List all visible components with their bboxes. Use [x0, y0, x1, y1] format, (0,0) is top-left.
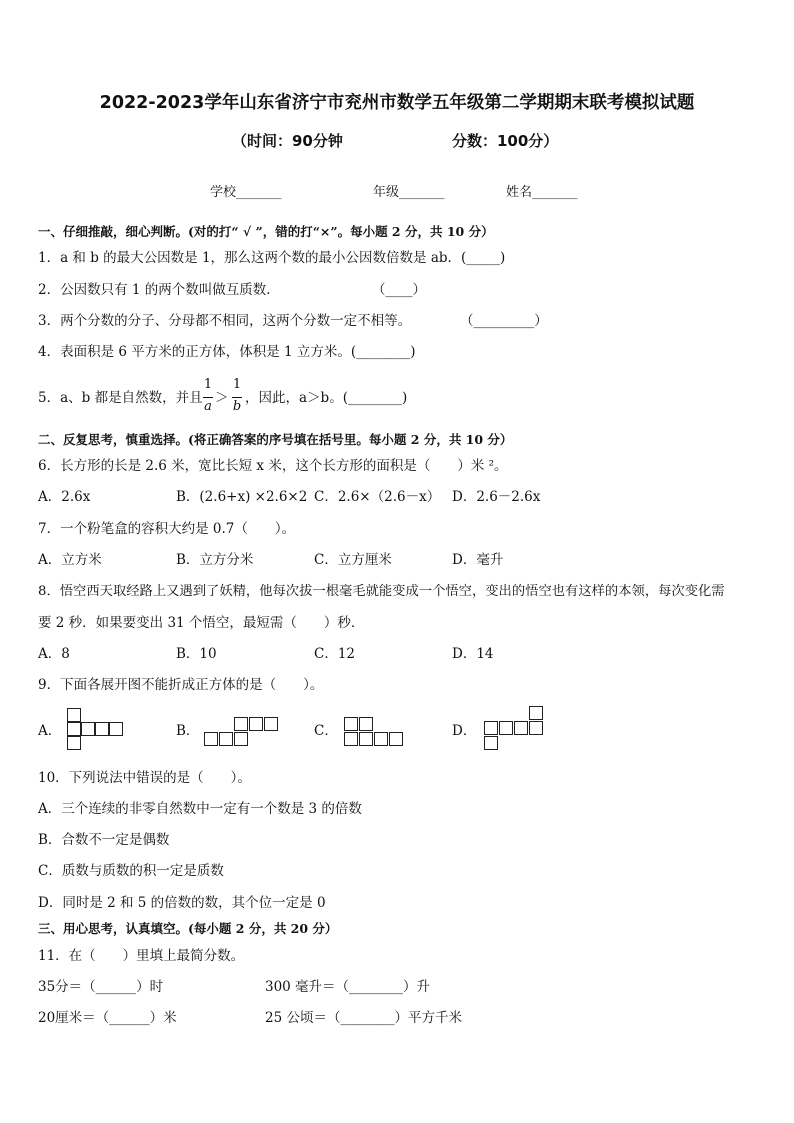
question-7: 7．一个粉笔盒的容积大约是 0.7（ ）。	[38, 521, 296, 537]
q9-option-b: B．	[176, 723, 200, 739]
q7-option-b: B．立方分米	[176, 552, 254, 568]
question-4: 4．表面积是 6 平方米的正方体，体积是 1 立方米。(________)	[38, 344, 416, 360]
q5-frac1-numerator: 1	[203, 377, 213, 392]
q6-option-c: C．2.6×（2.6－x）	[314, 489, 441, 505]
q10-option-d: D．同时是 2 和 5 的倍数的数，其个位一定是 0	[38, 895, 326, 911]
q5-greater-than: ＞	[215, 390, 229, 406]
school-field: 学校_______	[210, 185, 282, 200]
q11-item-4: 25 公顷＝（________）平方千米	[265, 1010, 462, 1026]
section1-heading: 一、仔细推敲，细心判断。(对的打“ √ ”，错的打“×”。每小题 2 分，共 10 分）	[38, 224, 494, 239]
question-8-line2: 要 2 秒．如果要变出 31 个悟空，最短需（ ）秒．	[38, 615, 365, 631]
q9-option-a: A．	[38, 723, 62, 739]
question-2-blank: （____）	[372, 282, 426, 298]
q8-option-b: B．10	[176, 646, 217, 662]
question-5-suffix: ，因此，a＞b。(________)	[245, 390, 408, 406]
question-10: 10．下列说法中错误的是（ ）。	[38, 770, 251, 786]
q9-option-c: C．	[314, 723, 338, 739]
question-3: 3．两个分数的分子、分母都不相同，这两个分数一定不相等。	[38, 313, 412, 329]
q5-frac1-denominator: a	[204, 399, 212, 414]
q10-option-a: A．三个连续的非零自然数中一定有一个数是 3 的倍数	[38, 801, 362, 817]
q6-option-d: D．2.6－2.6x	[452, 489, 541, 505]
q7-option-d: D．毫升	[452, 552, 504, 568]
exam-title: 2022-2023学年山东省济宁市兖州市数学五年级第二学期期末联考模拟试题	[99, 93, 695, 113]
question-5-prefix: 5．a、b 都是自然数，并且	[38, 390, 203, 406]
question-11: 11．在（ ）里填上最简分数。	[38, 948, 245, 964]
q7-option-a: A．立方米	[38, 552, 102, 568]
name-field: 姓名_______	[506, 185, 578, 200]
q7-option-c: C．立方厘米	[314, 552, 392, 568]
q9-option-d: D．	[452, 723, 477, 739]
question-8-line1: 8．悟空西天取经路上又遇到了妖精，他每次拔一根毫毛就能变成一个悟空，变出的悟空也有这样的本领，每次变化需	[38, 584, 725, 599]
q5-frac2-numerator: 1	[232, 377, 242, 392]
exam-score: 分数：100分）	[452, 132, 559, 150]
q6-option-b: B．(2.6+x) ×2.6×2	[176, 489, 308, 505]
grade-field: 年级_______	[373, 185, 445, 200]
q10-option-b: B．合数不一定是偶数	[38, 832, 170, 848]
section2-heading: 二、反复思考，慎重选择。(将正确答案的序号填在括号里。每小题 2 分，共 10 分）	[38, 432, 513, 447]
q11-item-2: 300 毫升＝（________）升	[265, 979, 431, 995]
q5-frac2-denominator: b	[232, 399, 242, 414]
question-2: 2．公因数只有 1 的两个数叫做互质数．	[38, 282, 280, 298]
question-1: 1．a 和 b 的最大公因数是 1，那么这两个数的最小公因数倍数是 ab．(_____)	[38, 250, 506, 266]
q8-option-d: D．14	[452, 646, 494, 662]
q6-option-a: A．2.6x	[38, 489, 91, 505]
q5-frac1-bar	[203, 397, 213, 398]
question-6: 6．长方形的长是 2.6 米，宽比长短 x 米，这个长方形的面积是（ ）米 ²。	[38, 458, 508, 474]
q11-item-1: 35分＝（______）时	[38, 979, 164, 995]
q11-item-3: 20厘米＝（______）米	[38, 1010, 177, 1026]
question-9: 9．下面各展开图不能折成正方体的是（ ）。	[38, 677, 324, 693]
q8-option-c: C．12	[314, 646, 356, 662]
question-3-blank: （_________）	[460, 313, 548, 329]
q5-frac2-bar	[232, 397, 242, 398]
exam-time: （时间：90分钟	[232, 132, 343, 150]
q10-option-c: C．质数与质数的积一定是质数	[38, 863, 224, 879]
section3-heading: 三、用心思考，认真填空。(每小题 2 分，共 20 分）	[38, 921, 338, 936]
q8-option-a: A．8	[38, 646, 70, 662]
